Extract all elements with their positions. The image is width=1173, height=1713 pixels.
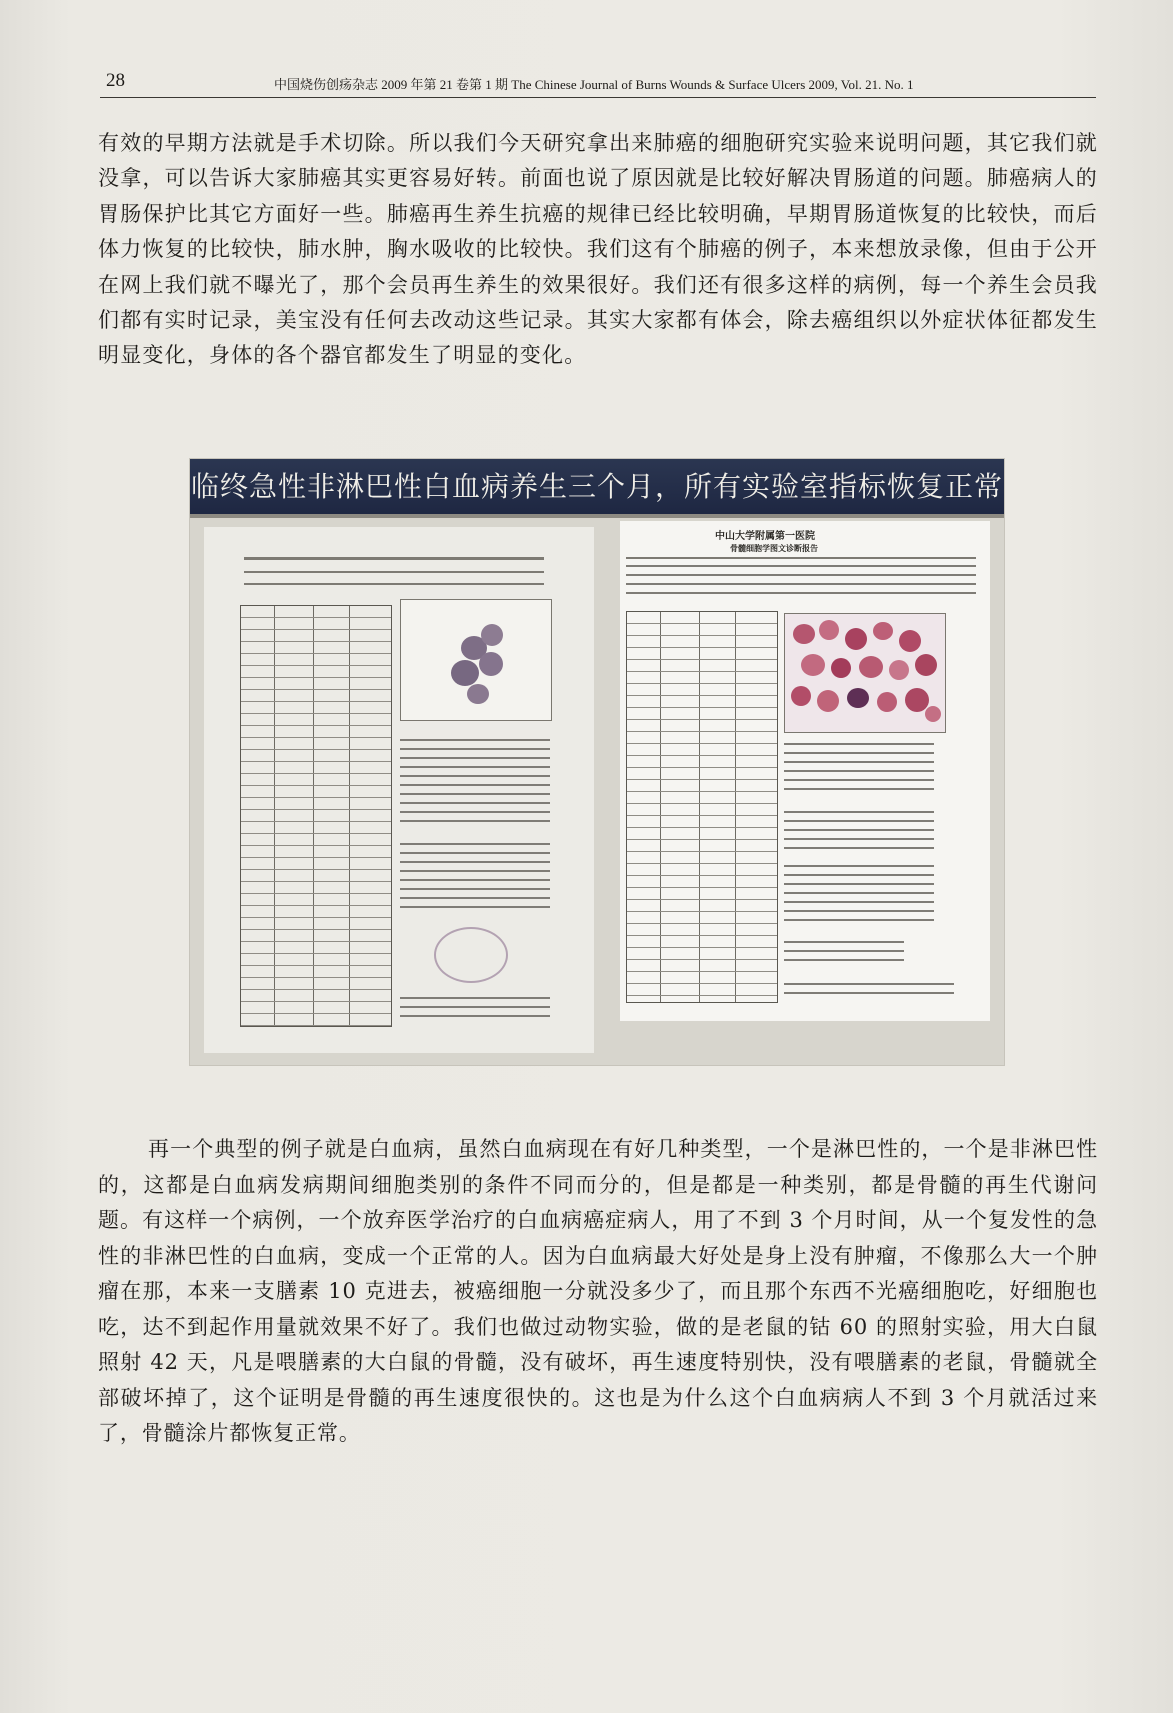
blood-cell	[889, 660, 909, 680]
header-rule	[100, 97, 1096, 98]
report-header-line	[244, 583, 544, 585]
report-patient-info	[626, 565, 976, 599]
report-header-line	[626, 557, 976, 559]
blood-cell	[831, 658, 851, 678]
blood-cell	[481, 624, 503, 646]
report-header-line	[244, 557, 544, 560]
report-signature-line	[400, 997, 550, 1017]
report-results-table	[626, 611, 778, 1003]
blood-cell	[905, 688, 929, 712]
blood-cell	[877, 692, 897, 712]
report-hospital-name: 中山大学附属第一医院	[715, 531, 815, 542]
report-type: 骨髓细胞学图文诊断报告	[730, 544, 818, 553]
running-head: 中国烧伤创疡杂志 2009 年第 21 卷第 1 期 The Chinese Journal of Burns Wounds & Surface Ulcers 2009, Vol. 21. No. 1	[274, 77, 914, 92]
figure-title: 临终急性非淋巴性白血病养生三个月，所有实验室指标恢复正常	[190, 459, 1004, 514]
bone-marrow-micrograph	[400, 599, 552, 721]
blood-cell	[819, 620, 839, 640]
blood-cell	[873, 622, 893, 640]
report-findings-text	[400, 739, 550, 827]
hospital-seal	[434, 927, 508, 983]
blood-cell	[925, 706, 941, 722]
report-findings-text	[784, 865, 934, 925]
report-findings-text	[784, 811, 934, 851]
blood-cell	[801, 654, 825, 676]
blood-cell	[845, 628, 867, 650]
body-paragraph-2: 再一个典型的例子就是白血病，虽然白血病现在有好几种类型，一个是淋巴性的，一个是非淋巴性的，这都是白血病发病期间细胞类别的条件不同而分的，但是都是一种类别，都是骨髓的再生代谢问题。有这样一个病例，一个放弃医学治疗的白血病癌症病人，用了不到 3 个月时间，从一个复发性的急性的非淋巴性的白血病，变成一个正常的人。因为白血病最大好处是身上没有肿瘤，不像那么大一个肿瘤在那，本来一支膳素 10 克进去，被癌细胞一分就没多少了，而且那个东西不光癌细胞吃，好细胞也吃，达不到起作用量就效果不好了。我们也做过动物实验，做的是老鼠的钴 60 的照射实验，用大白鼠照射 42 天，凡是喂膳素的大白鼠的骨髓，没有破坏，再生速度特别快，没有喂膳素的老鼠，骨髓就全部破坏掉了，这个证明是骨髓的再生速度很快的。这也是为什么这个白血病病人不到 3 个月就活过来了，骨髓涂片都恢复正常。	[98, 1137, 1098, 1445]
report-findings-text	[784, 743, 934, 797]
blood-cell	[791, 686, 811, 706]
right-lab-report-scan	[620, 521, 990, 1021]
figure-title-divider	[190, 514, 1004, 518]
report-signature-line	[784, 983, 954, 995]
blood-cell	[817, 690, 839, 712]
blood-cell	[859, 656, 883, 678]
blood-cell	[793, 624, 815, 644]
blood-cell	[467, 684, 489, 704]
bone-marrow-micrograph	[784, 613, 946, 733]
left-lab-report-scan	[204, 527, 594, 1053]
page-number: 28	[106, 70, 125, 91]
blood-cell	[451, 660, 479, 686]
blood-cell	[479, 652, 503, 676]
report-conclusion-text	[784, 941, 904, 963]
report-findings-text	[400, 843, 550, 913]
figure-lab-reports	[190, 459, 1004, 1065]
blood-cell	[899, 630, 921, 652]
report-results-table	[240, 605, 392, 1027]
body-paragraph-1: 有效的早期方法就是手术切除。所以我们今天研究拿出来肺癌的细胞研究实验来说明问题，其它我们就没拿，可以告诉大家肺癌其实更容易好转。前面也说了原因就是比较好解决胃肠道的问题。肺癌病人的胃肠保护比其它方面好一些。肺癌再生养生抗癌的规律已经比较明确，早期胃肠道恢复的比较快，而后体力恢复的比较快，肺水肿，胸水吸收的比较快。我们这有个肺癌的例子，本来想放录像，但由于公开在网上我们就不曝光了，那个会员再生养生的效果很好。我们还有很多这样的病例，每一个养生会员我们都有实时记录，美宝没有任何去改动这些记录。其实大家都有体会，除去癌组织以外症状体征都发生明显变化，身体的各个器官都发生了明显的变化。	[98, 131, 1098, 368]
report-header-line	[244, 571, 544, 573]
blood-cell	[847, 688, 869, 708]
blood-cell	[915, 654, 937, 676]
